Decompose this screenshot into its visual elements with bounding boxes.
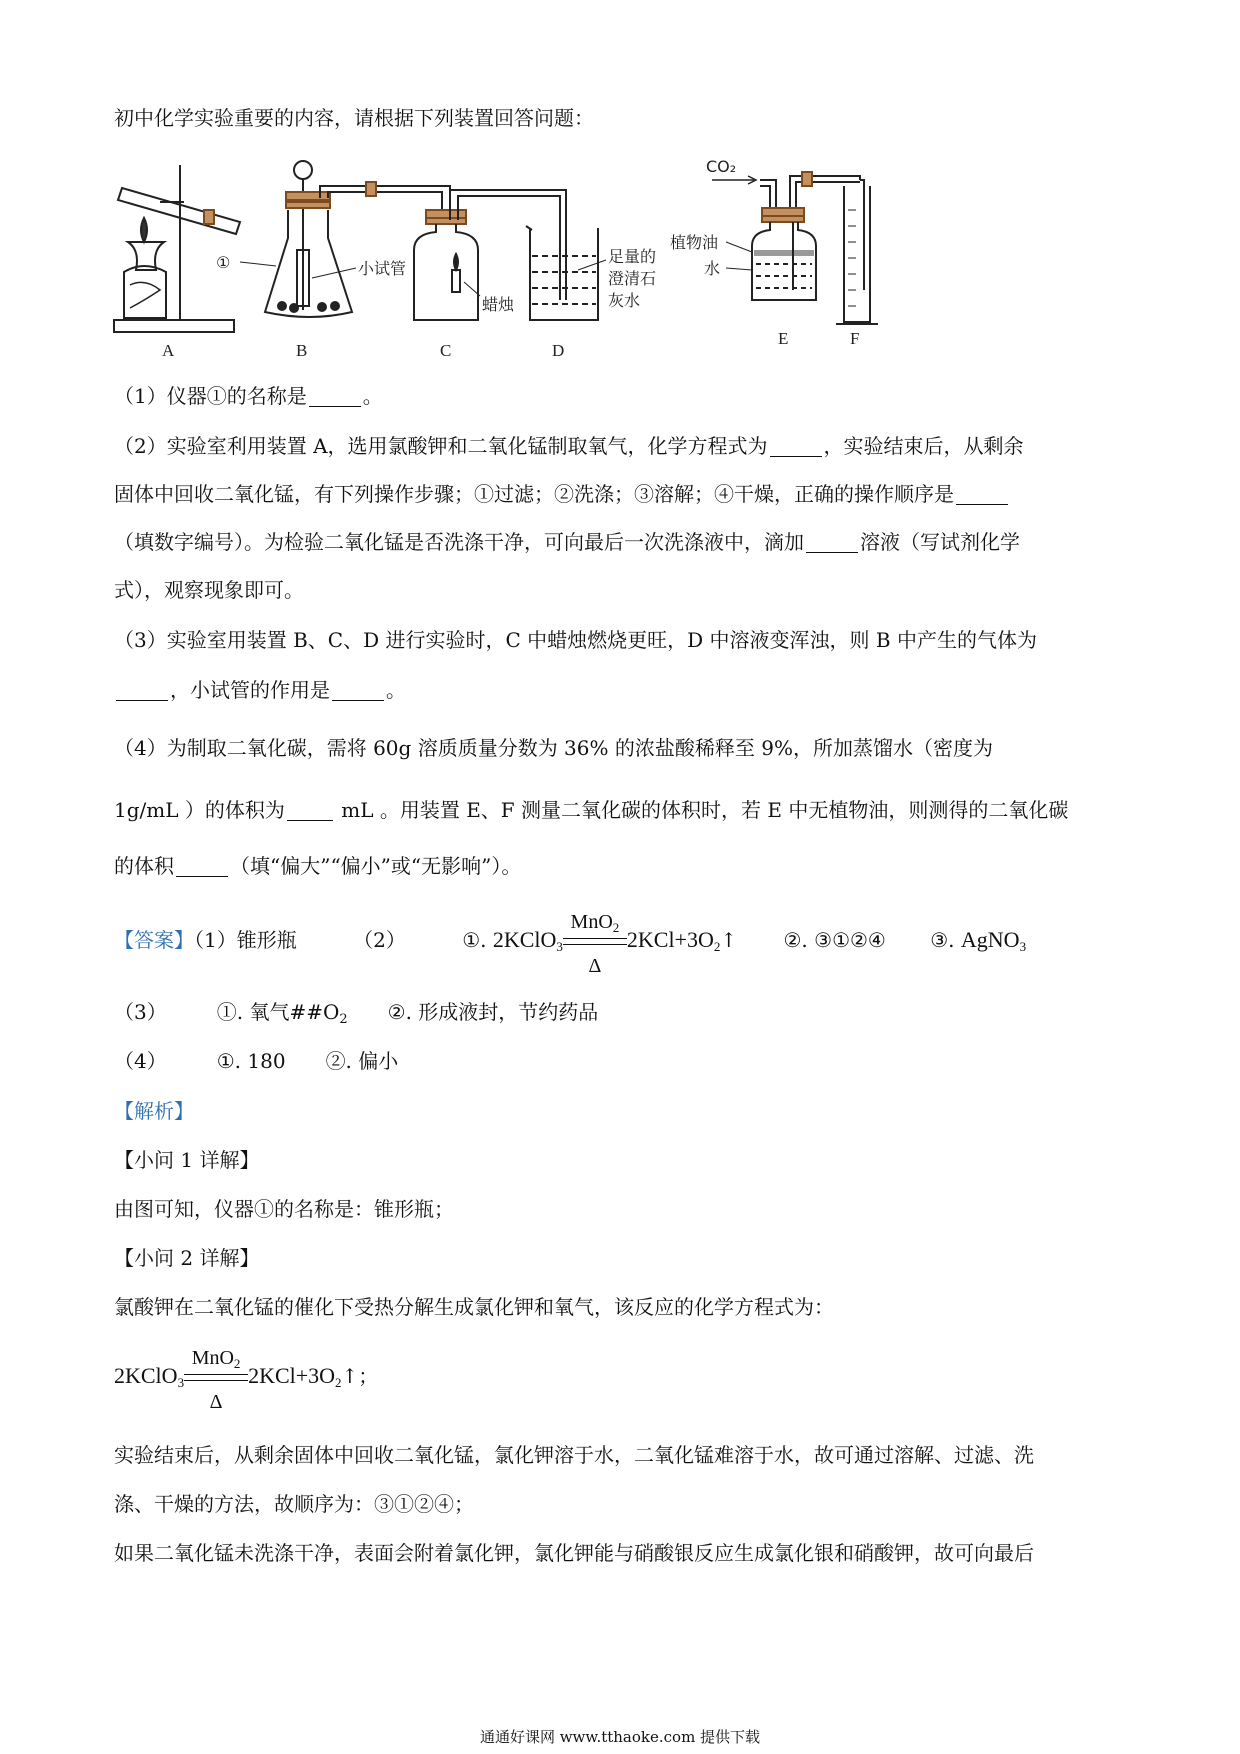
intro-text: 初中化学实验重要的内容，请根据下列装置回答问题： — [114, 106, 594, 130]
label-limewater-1: 足量的 — [608, 247, 657, 266]
question-2-line-2: 固体中回收二氧化锰，有下列操作步骤；①过滤；②洗涤；③溶解；④干燥，正确的操作顺序是 — [114, 480, 1010, 508]
analysis-text-1: 由图可知，仪器①的名称是：锥形瓶； — [114, 1197, 454, 1221]
question-4-line-1: （4）为制取二氧化碳，需将 60g 溶质质量分数为 36% 的浓盐酸稀释至 9%，所加蒸馏水（密度为 — [114, 736, 993, 760]
blank — [116, 680, 168, 701]
label-f: F — [850, 329, 860, 348]
blank — [956, 484, 1008, 505]
subq1-heading: 【小问 1 详解】 — [114, 1148, 260, 1172]
question-2-line-1: （2）实验室利用装置 A，选用氯酸钾和二氧化锰制取氧气，化学方程式为 ，实验结束后，从剩余 — [114, 434, 1024, 458]
footer: 通通好课网 www.tthaoke.com 提供下载 — [479, 1728, 761, 1746]
label-d: D — [552, 341, 565, 360]
label-small-tube: 小试管 — [358, 259, 407, 278]
apparatus-e — [712, 172, 860, 300]
label-limewater-2: 澄清石 — [608, 269, 657, 288]
label-oil: 植物油 — [670, 233, 719, 252]
reaction-condition: MnO$_2$ Δ — [563, 938, 627, 945]
label-circle1: ① — [216, 253, 231, 272]
apparatus-b — [240, 161, 356, 317]
analysis-text-3: 实验结束后，从剩余固体中回收二氧化锰，氯化钾溶于水，二氧化锰难溶于水，故可通过溶解、过滤、洗 — [114, 1443, 1034, 1467]
label-c: C — [440, 341, 452, 360]
analysis-equation: 2KClO$_3$ MnO$_2$ Δ $2KCl+3O_2↑$； — [114, 1347, 379, 1413]
subq2-heading: 【小问 2 详解】 — [114, 1246, 260, 1270]
label-a: A — [162, 341, 175, 360]
blank — [770, 436, 822, 457]
label-limewater-3: 灰水 — [608, 291, 641, 310]
analysis-reaction-condition: MnO$_2$ Δ — [184, 1374, 248, 1381]
label-e: E — [778, 329, 789, 348]
analysis-text-2: 氯酸钾在二氧化锰的催化下受热分解生成氯化钾和氧气，该反应的化学方程式为： — [114, 1295, 834, 1319]
answer-tag: 【答案】 — [114, 928, 194, 952]
label-water: 水 — [704, 259, 721, 278]
question-2-line-4: 式），观察现象即可。 — [114, 578, 304, 602]
question-1: （1）仪器①的名称是 。 — [114, 384, 383, 408]
answer-line-2: （3） ①. 氧气$\#\#O_2$ ②. 形成液封，节约药品 — [114, 1000, 599, 1027]
analysis-tag: 【解析】 — [114, 1099, 194, 1123]
apparatus-f — [836, 180, 878, 324]
analysis-text-5: 如果二氧化锰未洗涤干净，表面会附着氯化钾，氯化钾能与硝酸银反应生成氯化银和硝酸钾，故可向最后 — [114, 1541, 1034, 1565]
label-co2: CO₂ — [706, 157, 737, 176]
question-3-line-2: ，小试管的作用是 。 — [114, 676, 406, 704]
blank — [309, 386, 361, 407]
answer-line-3: （4） ①. 180 ②. 偏小 — [114, 1049, 399, 1073]
question-2-line-3: （填数字编号）。为检验二氧化锰是否洗涤干净，可向最后一次洗涤液中，滴加 溶液（写试剂化学 — [114, 530, 1020, 554]
apparatus-a — [114, 165, 240, 332]
blank — [332, 680, 384, 701]
question-3-line-1: （3）实验室用装置 B、C、D 进行实验时，C 中蜡烛燃烧更旺，D 中溶液变浑浊，则 B 中产生的气体为 — [114, 628, 1037, 652]
answer-line-1: 【答案】（1）锥形瓶 （2） ①. 2KClO$_3$ MnO$_2$ Δ $2KCl+3O_2↑$ ②. ③①②④ ③. AgNO$_3$ — [114, 911, 1027, 977]
question-4-line-3: 的体积 （填“偏大”“偏小”或“无影响”）。 — [114, 854, 522, 878]
apparatus-diagram — [100, 150, 1100, 360]
blank — [176, 856, 228, 877]
question-4-line-2: 1g/mL ）的体积为 mL 。用装置 E、F 测量二氧化碳的体积时，若 E 中无植物油，则测得的二氧化碳 — [114, 798, 1069, 822]
blank — [287, 800, 333, 821]
blank — [806, 532, 858, 553]
label-b: B — [296, 341, 308, 360]
label-candle: 蜡烛 — [482, 295, 515, 314]
analysis-text-4: 涤、干燥的方法，故顺序为：③①②④； — [114, 1492, 474, 1516]
apparatus-c — [414, 210, 480, 320]
